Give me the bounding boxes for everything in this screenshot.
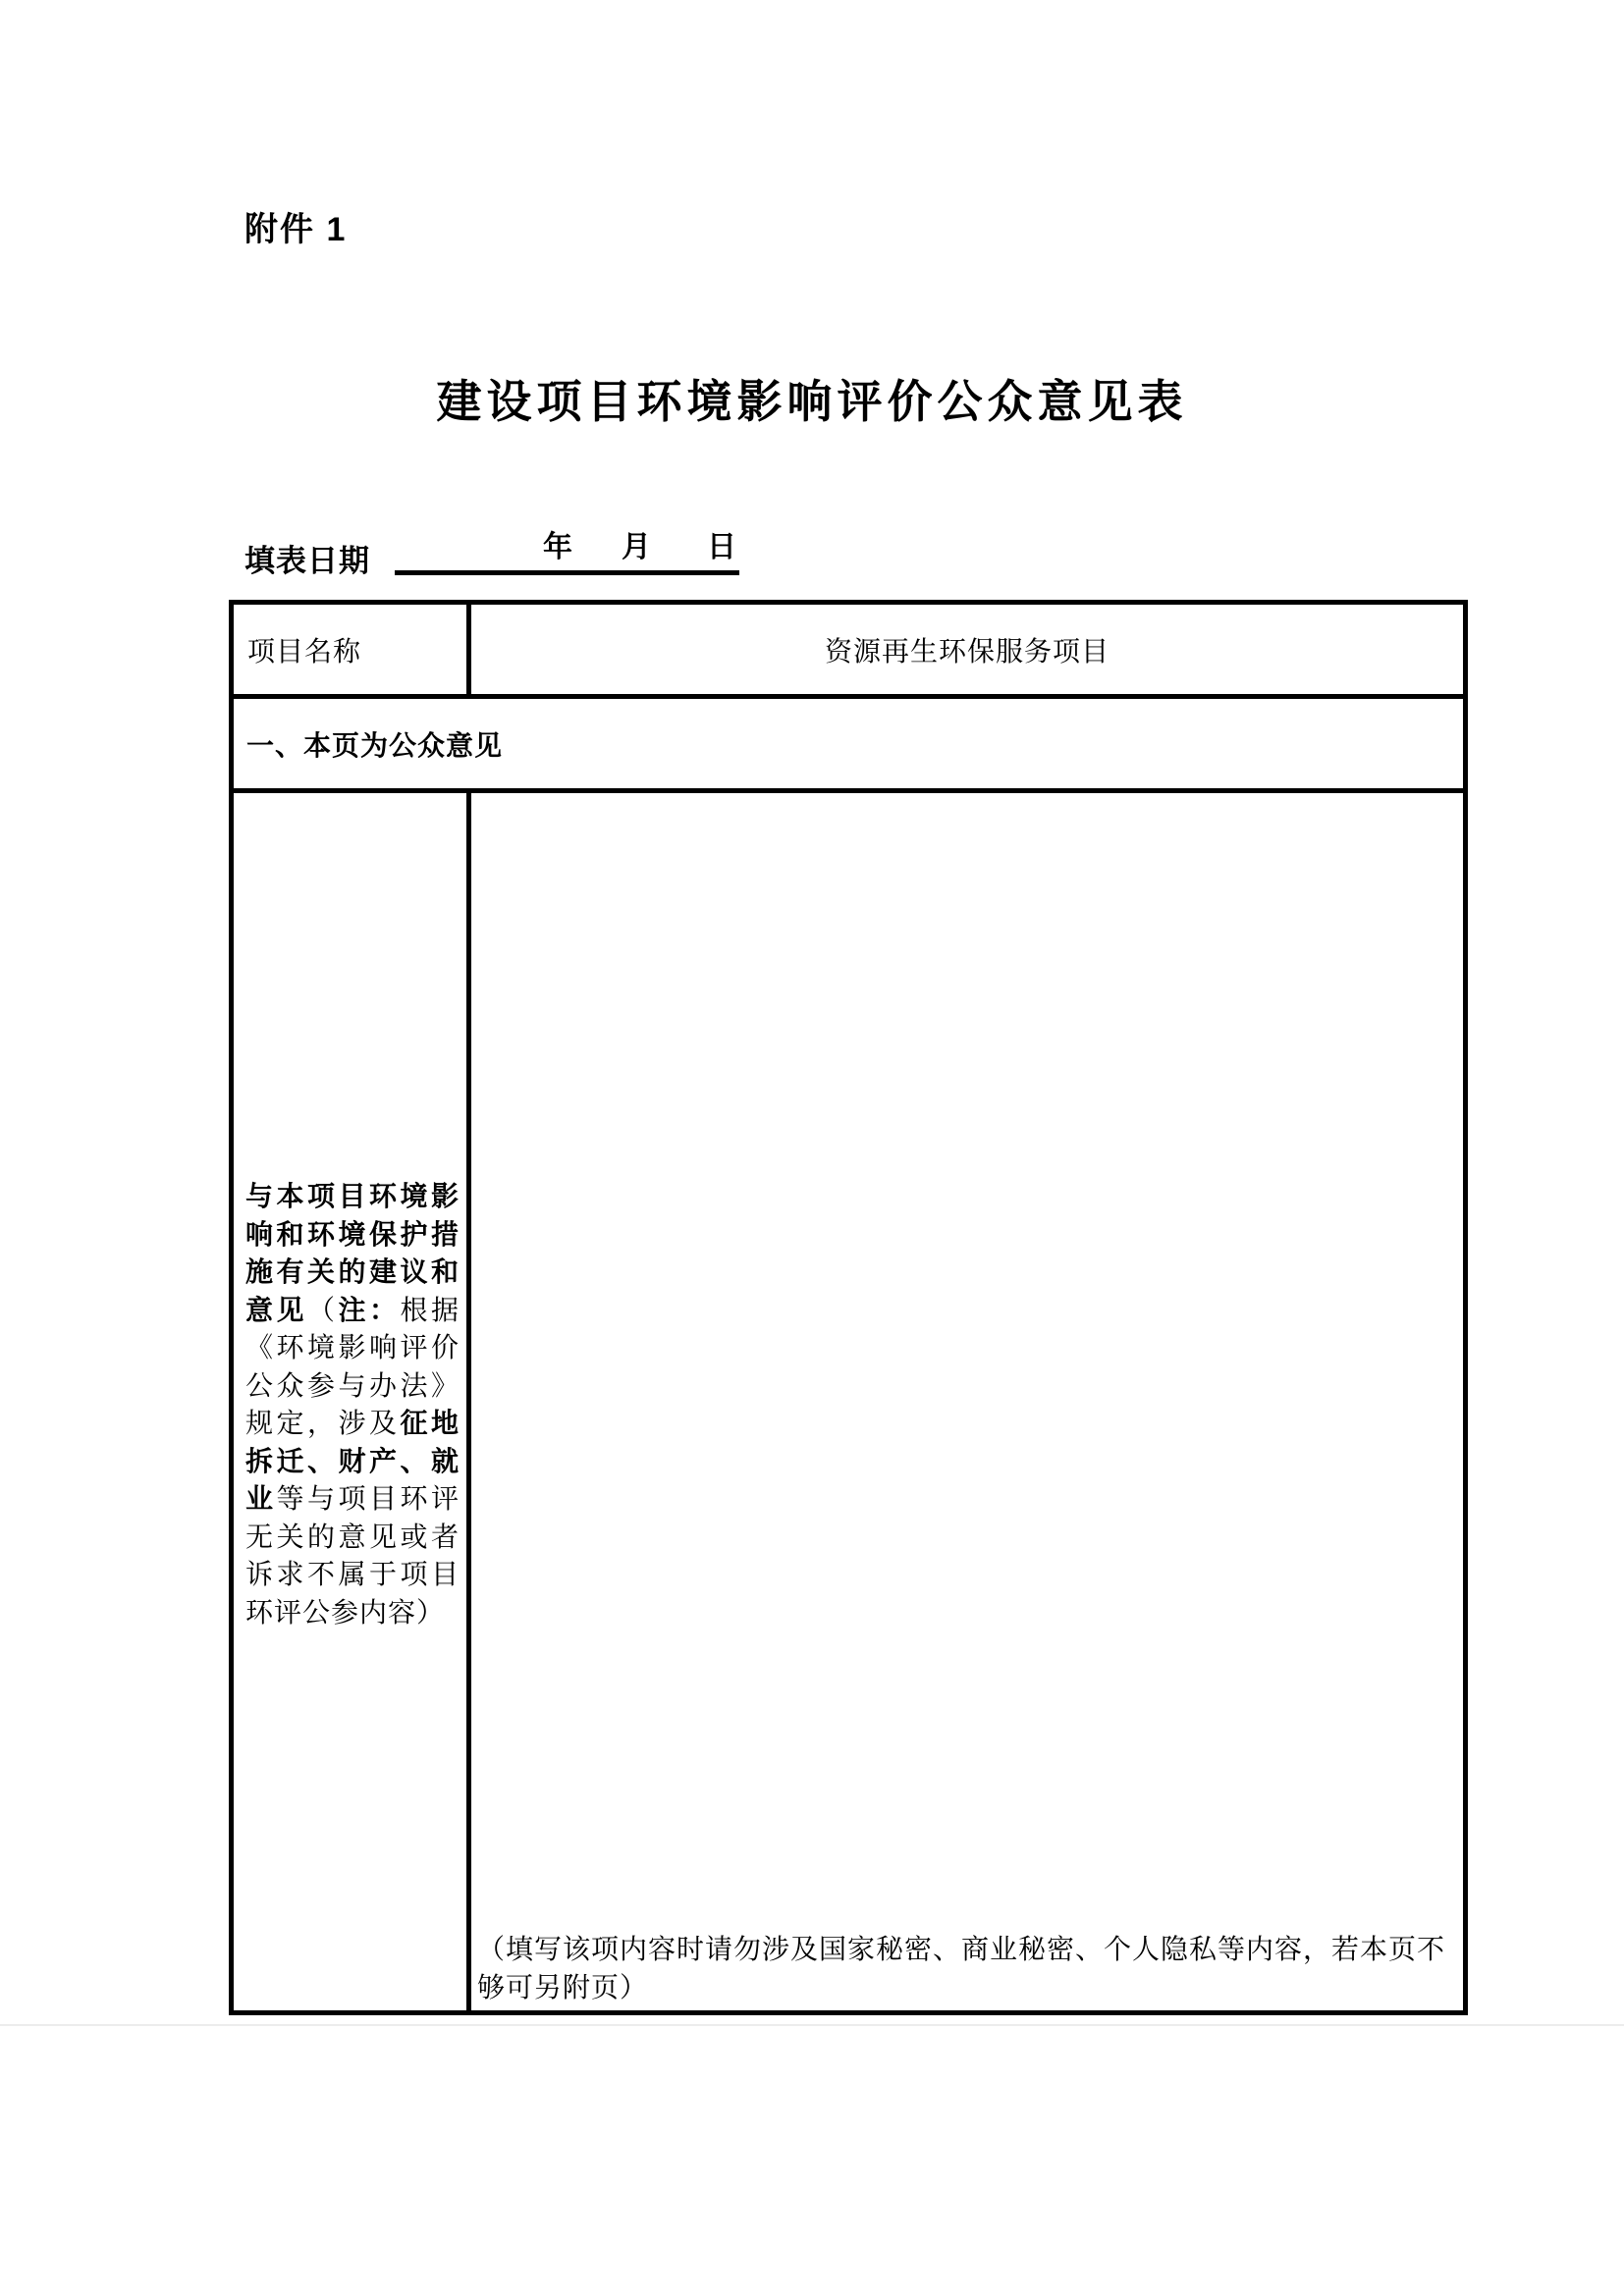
project-name-label-cell: 项目名称 xyxy=(234,605,471,694)
project-name-row xyxy=(234,605,1463,699)
day-label: 日 xyxy=(707,531,736,563)
section1-heading-row: 一、本页为公众意见 xyxy=(234,699,1463,793)
opinion-prompt-cell xyxy=(234,793,471,2010)
scan-artifact-line xyxy=(0,2024,1624,2026)
fill-date-label: 填表日期 xyxy=(244,544,370,578)
month-label: 月 xyxy=(622,531,651,563)
year-label: 年 xyxy=(543,531,572,563)
fill-date-blank-line xyxy=(395,531,739,575)
public-opinion-form-table xyxy=(229,600,1468,2015)
opinion-write-in-area xyxy=(471,793,1463,1922)
opinion-row xyxy=(234,793,1463,2010)
privacy-note: （填写该项内容时请勿涉及国家秘密、商业秘密、个人隐私等内容，若本页不够可另附页） xyxy=(477,1935,1446,2003)
opinion-content-cell xyxy=(471,793,1463,2010)
project-name-value-cell: 资源再生环保服务项目 xyxy=(824,636,1110,667)
form-title: 建设项目环境影响评价公众意见表 xyxy=(436,376,1188,427)
opinion-prompt-text: 与本项目环境影响和环境保护措施有关的建议和意见（注：根据《环境影响评价公众参与办法》规定，涉及征地拆迁、财产、就业等与项目环评无关的意见或者诉求不属于项目环评公参内容） xyxy=(245,1182,460,1629)
attachment-label: 附件 1 xyxy=(244,211,348,248)
